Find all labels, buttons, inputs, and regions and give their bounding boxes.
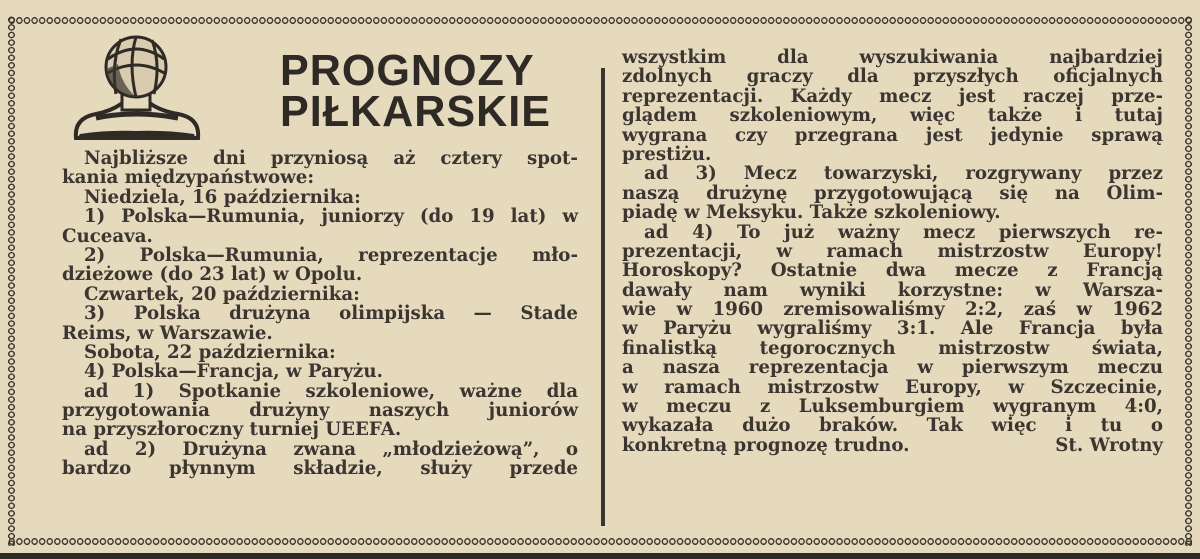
article-title — [280, 46, 574, 136]
text-line: dzieżowe (do 23 lat) w Opolu. — [62, 264, 363, 286]
text-line-content: konkretną prognozę trudno. — [622, 434, 910, 456]
text-line: zdolnych graczy dla przyszłych oficjalnych — [622, 66, 1163, 88]
text-line: Reims, w Warszawie. — [62, 322, 273, 344]
text-line: Cuceava. — [62, 225, 153, 247]
text-line: 3) Polska drużyna olimpijska — Stade — [84, 303, 578, 325]
text-line: w Paryżu wygraliśmy 3:1. Ale Francja była — [622, 318, 1163, 340]
title-line-2: PIŁKARSKIE — [280, 87, 551, 136]
text-line: Najbliższe dni przyniosą aż cztery spot- — [84, 148, 578, 169]
border-right — [1184, 16, 1193, 546]
text-line: w ramach mistrzostw Europy, w Szczecinie, — [622, 376, 1163, 398]
text-line: prezentacji, w ramach mistrzostw Europy! — [622, 240, 1163, 262]
left-column — [62, 149, 578, 479]
text-line: finalistką tegorocznych mistrzostw świata, — [622, 337, 1163, 359]
text-line: kania międzypaństwowe: — [62, 167, 315, 189]
border-left — [7, 16, 16, 546]
text-line: 1) Polska—Rumunia, juniorzy (do 19 lat) w — [84, 206, 578, 228]
text-line: w meczu z Luksemburgiem wygranym 4:0, — [622, 396, 1163, 418]
column-divider — [601, 68, 605, 526]
text-line: reprezentacji. Każdy mecz jest raczej prze- — [622, 85, 1163, 107]
text-line: piadę w Meksyku. Także szkoleniowy. — [622, 202, 1001, 224]
football-head-icon — [66, 34, 206, 142]
text-line: przygotowania drużyny naszych juniorów — [62, 400, 578, 422]
text-line: dawały nam wyniki korzystne: w Warsza- — [622, 279, 1163, 301]
text-line: 4) Polska—Francja, w Paryżu. — [84, 361, 383, 383]
text-line: Horoskopy? Ostatnie dwa mecze z Francją — [622, 260, 1163, 282]
text-line — [622, 436, 1163, 455]
text-line: naszą drużynę przygotowującą się na Olim- — [622, 182, 1163, 204]
text-line: prestiżu. — [622, 143, 712, 165]
text-line: a nasza reprezentacja w pierwszym meczu — [622, 357, 1163, 379]
text-line: ad 3) Mecz towarzyski, rozgrywany przez — [644, 163, 1163, 185]
title-line-1: PROGNOZY — [280, 46, 535, 95]
text-line: ad 4) To już ważny mecz pierwszych re- — [644, 221, 1163, 243]
border-bottom — [8, 537, 1192, 546]
text-line: wie w 1960 zremisowaliśmy 2:2, zaś w 1962 — [622, 299, 1163, 321]
text-line: 2) Polska—Rumunia, reprezentacje mło- — [84, 244, 578, 266]
right-column — [622, 48, 1163, 455]
border-top — [8, 16, 1192, 25]
text-line: wykazała dużo braków. Tak więc i tu o — [622, 415, 1163, 437]
text-line: ad 2) Drużyna zwana „młodzieżową”, o — [84, 438, 578, 460]
text-line: Niedziela, 16 października: — [84, 186, 361, 208]
text-line: glądem szkoleniowym, więc także i tutaj — [622, 105, 1163, 127]
text-line: ad 1) Spotkanie szkoleniowe, ważne dla — [84, 380, 578, 402]
text-line: wygrana czy przegrana jest jedynie sprawą — [622, 124, 1163, 146]
page-edge — [0, 553, 1200, 559]
text-line: bardzo płynnym składzie, służy przede — [62, 458, 578, 480]
text-line: Czwartek, 20 października: — [84, 283, 360, 305]
text-line: Sobota, 22 października: — [84, 341, 336, 363]
text-line: wszystkim dla wyszukiwania najbardziej — [622, 47, 1163, 68]
text-line: na przyszłoroczny turniej UEEFA. — [62, 419, 402, 441]
author-signature: St. Wrotny — [1055, 434, 1163, 456]
